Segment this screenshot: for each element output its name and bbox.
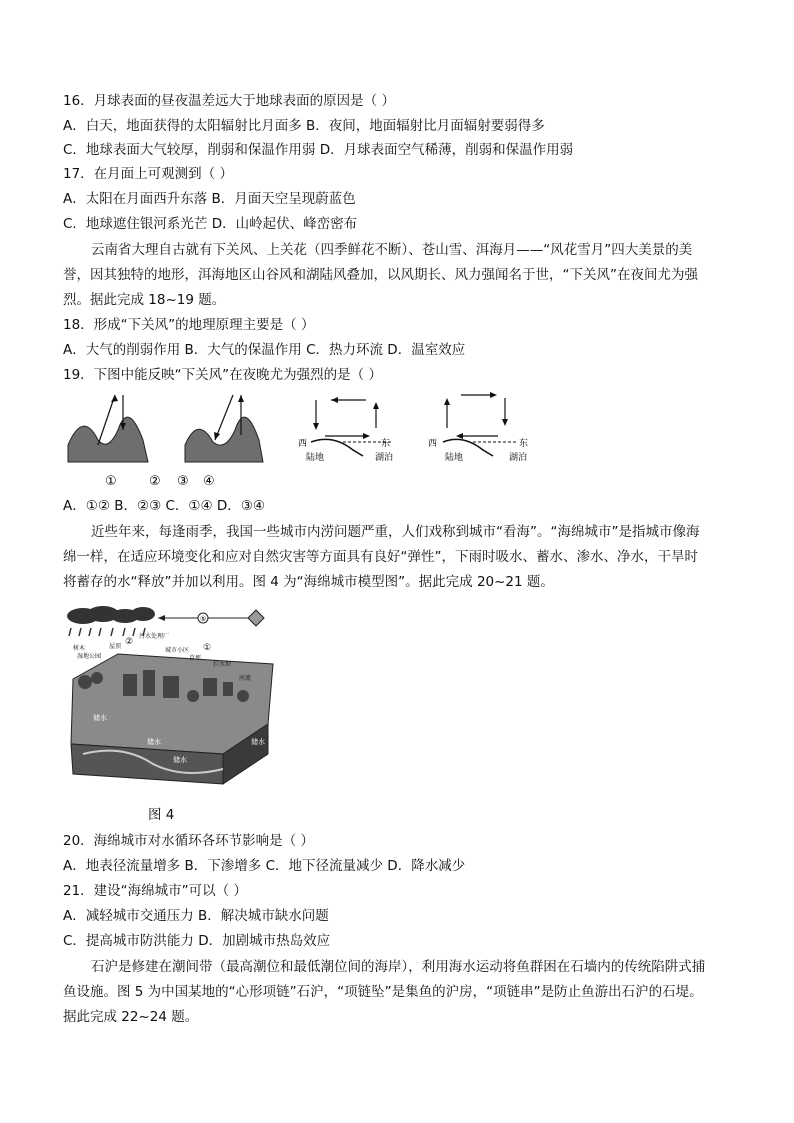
q21-options-ab: A．减轻城市交通压力 B．解决城市缺水问题 <box>63 908 329 924</box>
label-river: 河流 <box>239 676 252 682</box>
mountain-valley-diagram-1 <box>68 395 148 462</box>
figure-number-1: ① <box>105 474 117 489</box>
q19-stem: 19．下图中能反映“下关风”在夜晚尤为强烈的是（ ） <box>63 367 382 383</box>
q17-stem: 17．在月面上可观测到（ ） <box>63 166 233 182</box>
west-label: 西 <box>298 438 308 448</box>
east-label: 东 <box>381 438 391 448</box>
q17-options-ab: A．太阳在月面西升东落 B．月面天空呈现蔚蓝色 <box>63 191 356 207</box>
q19-figure <box>63 390 543 490</box>
label-ditch: 拦水坝 <box>213 662 232 668</box>
label-storage-2: 储水 <box>147 739 161 746</box>
label-n2: ② <box>125 637 134 647</box>
west-label: 西 <box>428 438 438 448</box>
q16-options-cd: C．地球表面大气较厚，削弱和保温作用弱 D．月球表面空气稀薄，削弱和保温作用弱 <box>63 142 574 158</box>
label-n1: ① <box>203 643 212 653</box>
passage2-line3: 将蓄存的水“释放”并加以利用。图 4 为“海绵城市模型图”。据此完成 20~21 题。 <box>63 574 554 590</box>
east-label: 东 <box>519 438 529 448</box>
label-community: 城市小区 <box>165 648 190 654</box>
passage3-line1: 石沪是修建在潮间带（最高潮位和最低潮位间的海岸），利用海水运动将鱼群困在石墙内的传统陷阱式捕 <box>91 959 706 975</box>
land-lake-diagram-4 <box>428 392 528 462</box>
passage1-line3: 烈。据此完成 18~19 题。 <box>63 292 226 308</box>
q19-options: A．①② B．②③ C．①④ D．③④ <box>63 498 266 514</box>
label-storage-4: 储水 <box>251 739 265 746</box>
label-n5: ⑤ <box>200 615 207 623</box>
land-lake-diagram-3 <box>298 397 393 462</box>
passage1-line1: 云南省大理自古就有下关风、上关花（四季鲜花不断）、苍山雪、洱海月——“风花雪月”四大美景的美 <box>91 242 693 258</box>
land-label: 陆地 <box>306 452 325 462</box>
lake-label: 湖泊 <box>375 452 394 462</box>
q21-options-cd: C．提高城市防洪能力 D．加剧城市热岛效应 <box>63 933 331 949</box>
figure4-caption: 图 4 <box>148 807 175 823</box>
figure-number-3: ③ <box>177 474 189 489</box>
label-storage-1: 储水 <box>93 715 107 722</box>
passage2-line1: 近些年来，每逢雨季，我国一些城市内涝问题严重，人们戏称到城市“看海”。“海绵城市”是指城市像海 <box>91 524 700 540</box>
mountain-valley-diagram-2 <box>185 395 263 462</box>
q18-stem: 18．形成“下关风”的地理原理主要是（ ） <box>63 317 315 333</box>
lake-label: 湖泊 <box>509 452 528 462</box>
q20-options: A．地表径流量增多 B．下渗增多 C．地下径流量减少 D．降水减少 <box>63 858 466 874</box>
passage3-line2: 鱼设施。图 5 为中国某地的“心形项链”石沪，“项链坠”是集鱼的沪房，“项链串”是防止鱼游出石沪的石堤。 <box>63 984 703 1000</box>
figure-number-4: ④ <box>203 474 215 489</box>
q21-stem: 21．建设“海绵城市”可以（ ） <box>63 883 247 899</box>
passage1-line2: 誉，因其独特的地形，洱海地区山谷风和湖陆风叠加，以风期长、风力强闻名于世，“下关风”在夜间尤为强 <box>63 267 698 283</box>
q20-stem: 20．海绵城市对水循环各环节影响是（ ） <box>63 833 314 849</box>
label-roof: 屋顶 <box>109 644 122 650</box>
sponge-city-model-figure <box>63 604 278 804</box>
q18-options: A．大气的削弱作用 B．大气的保温作用 C．热力环流 D．温室效应 <box>63 342 466 358</box>
label-trees: 树木 <box>73 646 86 652</box>
figure-number-2: ② <box>149 474 161 489</box>
label-wetland-park: 湿地公园 <box>77 654 102 660</box>
label-lawn: 草坪 <box>189 656 202 662</box>
q16-stem: 16．月球表面的昼夜温差远大于地球表面的原因是（ ） <box>63 93 395 109</box>
q17-options-cd: C．地球遮住银河系光芒 D．山岭起伏、峰峦密布 <box>63 216 358 232</box>
rain-cloud-icon <box>67 606 155 636</box>
label-sewage: 污水处理厂 <box>139 634 170 640</box>
q16-options-ab: A．白天，地面获得的太阳辐射比月面多 B．夜间，地面辐射比月面辐射要弱得多 <box>63 118 545 134</box>
land-label: 陆地 <box>445 452 464 462</box>
label-storage-3: 储水 <box>173 757 187 764</box>
passage2-line2: 绵一样，在适应环境变化和应对自然灾害等方面具有良好“弹性”，下雨时吸水、蓄水、渗水、净水，干旱时 <box>63 549 698 565</box>
passage3-line3: 据此完成 22~24 题。 <box>63 1009 199 1025</box>
